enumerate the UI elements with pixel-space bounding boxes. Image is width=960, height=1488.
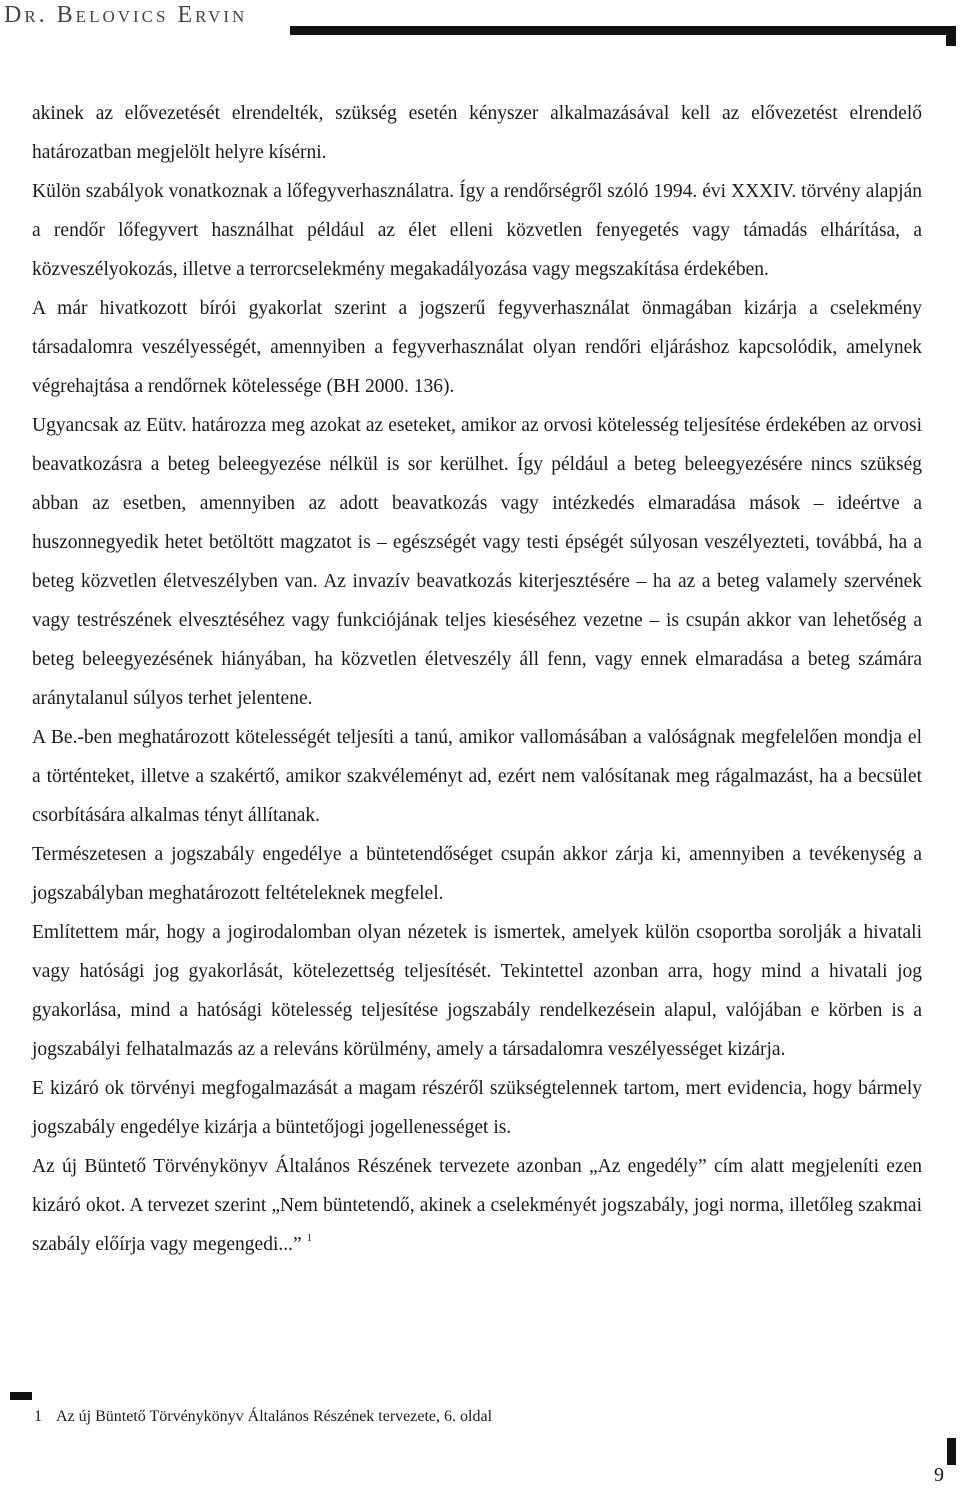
paragraph-2: Külön szabályok vonatkoznak a lőfegyverhasználatra. Így a rendőrségről szóló 1994. évi XXXIV. törvény alapján a rendőr lőfegyvert használhat például az élet elleni közvetlen fenyegetés vagy támadás elhárítása, a közveszélyokozás, illetve a terrorcselekmény megakadályozása vagy megszakítása érdekében. <box>32 181 922 280</box>
paragraph-9 <box>32 1147 922 1264</box>
running-head: Dr. Belovics Ervin <box>4 2 248 28</box>
paragraph-6: Természetesen a jogszabály engedélye a büntetendőséget csupán akkor zárja ki, amennyiben a tevékenység a jogszabályban meghatározott feltételeknek megfelel. <box>32 844 922 904</box>
header-rule-tick <box>946 26 956 46</box>
paragraph-5: A Be.-ben meghatározott kötelességét teljesíti a tanú, amikor vallomásában a valóságnak megfelelően mondja el a történteket, illetve a szakértő, amikor szakvéleményt ad, ezért nem valósítanak meg rágalmazást, ha a becsület csorbítására alkalmas tényt állítanak. <box>32 727 922 826</box>
paragraph-8: E kizáró ok törvényi megfogalmazását a magam részéről szükségtelennek tartom, mert evidencia, hogy bármely jogszabály engedélye kizárja a büntetőjogi jogellenességet is. <box>32 1078 922 1138</box>
body-text <box>32 94 922 1264</box>
paragraph-3: A már hivatkozott bírói gyakorlat szerint a jogszerű fegyverhasználat önmagában kizárja a cselekmény társadalomra veszélyességét, amennyiben a fegyverhasználat olyan rendőri eljáráshoz kapcsolódik, amelynek végrehajtása a rendőrnek kötelessége (BH 2000. 136). <box>32 298 922 397</box>
page-number: 9 <box>934 1464 944 1486</box>
footnote <box>34 1406 914 1428</box>
header-rule <box>290 26 952 35</box>
footnote-number: 1 <box>34 1408 42 1425</box>
paragraph-1: akinek az elővezetését elrendelték, szükség esetén kényszer alkalmazásával kell az elővezetést elrendelő határozatban megjelölt helyre kísérni. <box>32 103 922 163</box>
footnote-text: Az új Büntető Törvénykönyv Általános Részének tervezete, 6. oldal <box>56 1408 493 1425</box>
page-number-bar <box>947 1438 956 1465</box>
paragraph-9-text: Az új Büntető Törvénykönyv Általános Részének tervezete azonban „Az engedély” cím alatt megjeleníti ezen kizáró okot. A tervezet szerint „Nem büntetendő, akinek a cselekményét jogszabály, jogi norma, illetőleg szakmai szabály előírja vagy megengedi...” <box>32 1156 922 1255</box>
footnote-separator <box>10 1392 32 1400</box>
paragraph-7: Említettem már, hogy a jogirodalomban olyan nézetek is ismertek, amelyek külön csoportba sorolják a hivatali vagy hatósági jog gyakorlását, kötelezettség teljesítését. Tekintettel azonban arra, hogy mind a hivatali jog gyakorlása, mind a hatósági kötelesség teljesítése jogszabály rendelkezésein alapul, valójában e körben is a jogszabályi felhatalmazás az a releváns körülmény, amely a társadalomra veszélyességet kizárja. <box>32 922 922 1060</box>
paragraph-4: Ugyancsak az Eütv. határozza meg azokat az eseteket, amikor az orvosi kötelesség teljesítése érdekében az orvosi beavatkozásra a beteg beleegyezése nélkül is sor kerülhet. Így például a beteg beleegyezésére nincs szükség abban az esetben, amennyiben az adott beavatkozás vagy intézkedés elmaradása mások – ideértve a huszonnegyedik hetet betöltött magzatot is – egészségét vagy testi épségét súlyosan veszélyezteti, továbbá, ha a beteg közvetlen életveszélyben van. Az invazív beavatkozás kiterjesztésére – ha az a beteg valamely szervének vagy testrészének elvesztéséhez vagy funkciójának teljes kieséséhez vezetne – is csupán akkor van lehetőség a beteg beleegyezésének hiányában, ha közvetlen életveszély áll fenn, vagy ennek elmaradása a beteg számára aránytalanul súlyos terhet jelentene. <box>32 415 922 709</box>
footnote-reference[interactable]: 1 <box>306 1232 313 1244</box>
